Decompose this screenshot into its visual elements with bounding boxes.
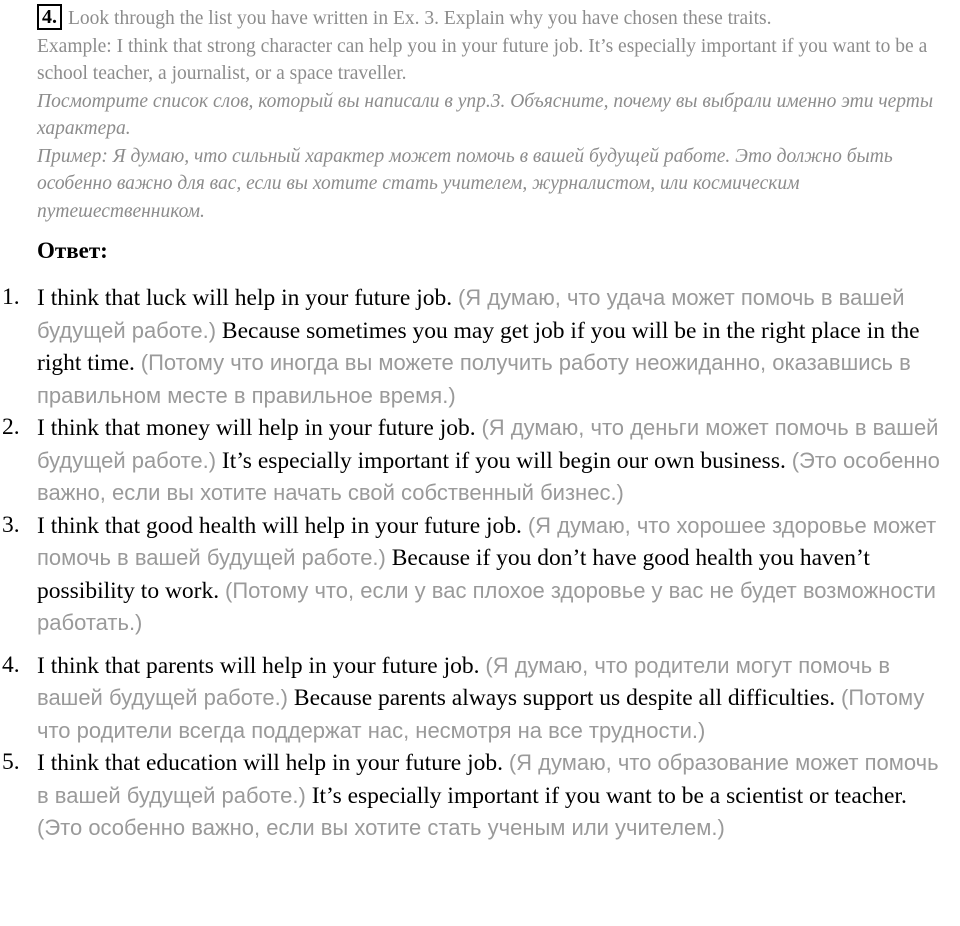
answer-reason-en: Because sometimes you may get job if you will be in the right place in the right time. <box>37 317 920 376</box>
answer-reason-en: Because if you don’t have good health you haven’t possibility to work. <box>37 545 870 604</box>
answer-list <box>0 282 960 845</box>
answer-item-2 <box>0 412 960 510</box>
answer-number: 3. <box>2 511 20 538</box>
answer-translation-ru: (Я думаю, что родители могут помочь в вашей будущей работе.) <box>37 652 891 710</box>
answer-translation-ru: (Я думаю, что удача может помочь в вашей будущей работе.) <box>37 285 905 343</box>
answer-reason-en: Because parents always support us despite all difficulties. <box>293 685 836 711</box>
answer-reason-ru: (Это особенно важно, если вы хотите стать ученым или учителем.) <box>37 815 725 840</box>
answer-reason-ru: (Потому что родители всегда поддержат нас, несмотря на все трудности.) <box>37 685 925 743</box>
answer-sentence-en: I think that parents will help in your future job. <box>37 652 480 679</box>
answer-number: 5. <box>2 749 20 775</box>
answer-reason-ru: (Это особенно важно, если вы хотите начать свой собственный бизнес.) <box>37 447 940 505</box>
answer-sentence-en: I think that good health will help in your future job. <box>37 512 522 539</box>
answer-number: 2. <box>2 414 20 440</box>
exercise-task <box>37 4 957 225</box>
answer-sentence-en: I think that education will help in your future job. <box>37 750 503 776</box>
answer-item-1 <box>0 282 960 412</box>
answer-translation-ru: (Я думаю, что образование может помочь в вашей будущей работе.) <box>37 750 939 808</box>
task-instruction-en: Look through the list you have written in Ex. 3. Explain why you have chosen these traits. <box>68 8 772 29</box>
answer-sentence-en: I think that luck will help in your future job. <box>37 285 453 311</box>
answer-number: 1. <box>2 284 20 310</box>
answer-sentence-en: I think that money will help in your future job. <box>37 415 476 441</box>
task-example-ru: Пример: Я думаю, что сильный характер может помочь в вашей будущей работе. Это должно быть особенно важно для вас, если вы хотите стать учителем, журналистом, или космическим путешественником. <box>37 145 893 222</box>
answer-item-3 <box>0 510 960 640</box>
answer-item-5 <box>0 747 960 845</box>
answer-translation-ru: (Я думаю, что деньги может помочь в вашей будущей работе.) <box>37 415 939 473</box>
answer-reason-en: It’s especially important if you want to be a scientist or teacher. <box>311 782 907 809</box>
answer-reason-en: It’s especially important if you will begin our own business. <box>221 447 786 474</box>
task-example-en: Example: I think that strong character can help you in your future job. It’s especially important if you want to be a school teacher, a journalist, or a space traveller. <box>37 35 928 84</box>
answer-item-4 <box>0 650 960 748</box>
exercise-number: 4. <box>37 4 62 30</box>
answer-reason-ru: (Потому что иногда вы можете получить работу неожиданно, оказавшись в правильном месте в правильное время.) <box>37 350 911 408</box>
task-line-en <box>37 4 957 33</box>
answer-heading: Ответ: <box>37 238 108 263</box>
answer-reason-ru: (Потому что, если у вас плохое здоровье у вас не будет возможности работать.) <box>37 577 936 635</box>
answer-translation-ru: (Я думаю, что хорошее здоровье может помочь в вашей будущей работе.) <box>37 512 937 570</box>
task-instruction-ru: Посмотрите список слов, который вы написали в упр.3. Объясните, почему вы выбрали именно эти черты характера. <box>37 90 934 139</box>
answer-number: 4. <box>2 651 20 678</box>
